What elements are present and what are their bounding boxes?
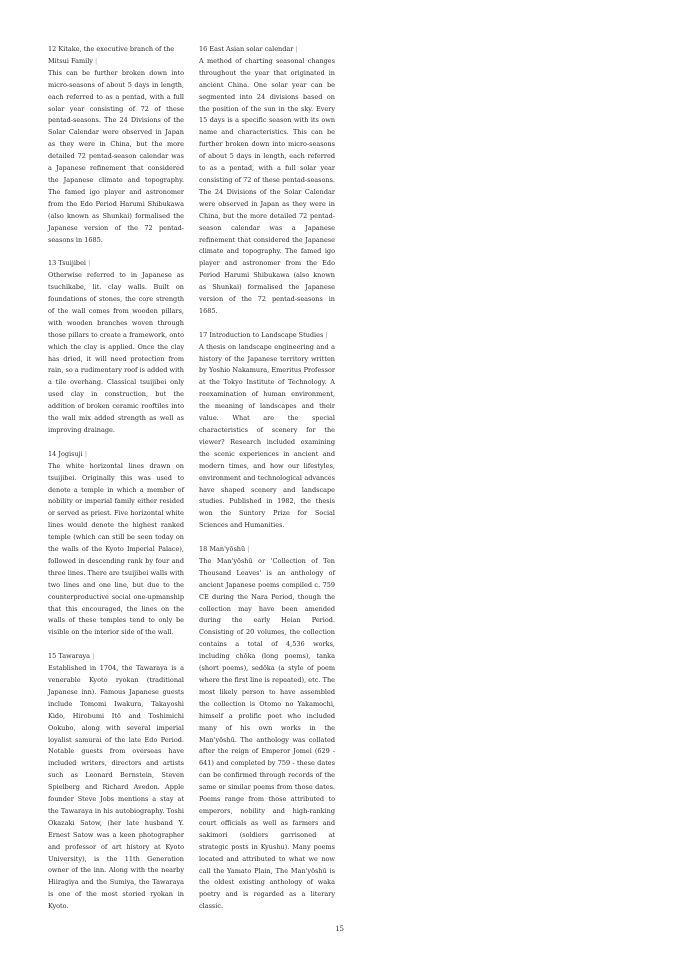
note-body: The white horizontal lines drawn on tsuijibei. Originally this was used to denote a temple in which a member of nobility or imperial family either resided or served as priest. Five horizontal white lines would denote the highest ranked temple (which can still be seen today on the walls of the Kyoto Imperial Palace), followed in descending rank by four and three lines. There are tsuijibei walls with two lines and one line, but due to the counterproductive social one-upmanship that this encouraged, the lines on the walls of these temples tend to only be visible on the interior side of the wall. (48, 461, 184, 637)
left-column (48, 44, 184, 925)
note-heading (48, 44, 184, 68)
note-title: Jogisuji (58, 449, 83, 458)
note-title: Kitake, the executive branch of the Mitsui Family (48, 45, 175, 65)
note-number: 18 (199, 545, 208, 554)
separator-bar: | (95, 56, 98, 65)
page-number: 15 (335, 923, 344, 933)
note-body: A method of charting seasonal changes throughout the year that originated in ancient China. One solar year can be segmented into 24 divisions based on the position of the sun in the sky. Every 15 days is a specific season with its own name and characteristics. This can be further broken down into micro-seasons of about 5 days in length, each referred to as a pentad, with a full solar year consisting of 72 of these pentad-seasons. The 24 Divisions of the Solar Calendar were observed in Japan as they were in China, but the more detailed 72 pentad-season calendar was a Japanese refinement that considered the Japanese climate and topography. The famed igo player and astronomer from the Edo Period Harumi Shibukawa (also known as Shunkai) formalised the Japanese version of the 72 pentad-seasons in 1685. (199, 56, 335, 315)
note-number: 13 (48, 259, 57, 268)
note-number: 12 (48, 45, 57, 53)
note-18 (199, 544, 335, 913)
note-title: Tawaraya (58, 652, 91, 661)
separator-bar: | (247, 545, 250, 554)
separator-bar: | (92, 652, 95, 661)
note-heading (199, 544, 335, 556)
note-number: 17 (199, 330, 208, 339)
separator-bar: | (295, 45, 298, 53)
note-number: 16 (199, 45, 208, 53)
note-body: This can be further broken down into micro-seasons of about 5 days in length, each referred to as a pentad, with a full solar year consisting of 72 of these pentad-seasons. The 24 Divisions of the Solar Calendar were observed in Japan as they were in China, but the more detailed 72 pentad-season calendar was a Japanese refinement that considered the Japanese climate and topography. The famed igo player and astronomer from the Edo Period Harumi Shibukawa (also known as Shunkai) formalised the Japanese version of the 72 pentad-seasons in 1685. (48, 68, 184, 244)
note-12 (48, 44, 184, 246)
separator-bar: | (88, 259, 91, 268)
separator-bar: | (325, 330, 328, 339)
note-title: Introduction to Landscape Studies (209, 330, 324, 339)
right-column (199, 44, 335, 925)
note-heading (48, 258, 184, 270)
note-title: Tsuijibei (58, 259, 87, 268)
note-title: Man'yōshū (209, 545, 246, 554)
note-14 (48, 449, 184, 640)
note-heading (199, 330, 335, 342)
note-17 (199, 330, 335, 532)
note-15 (48, 651, 184, 913)
separator-bar: | (84, 449, 88, 458)
note-number: 14 (48, 449, 57, 458)
note-heading (48, 449, 184, 461)
note-13 (48, 258, 184, 437)
note-title: East Asian solar calendar (209, 45, 294, 53)
note-16 (199, 44, 335, 318)
note-heading (199, 44, 335, 56)
note-body: A thesis on landscape engineering and a history of the Japanese territory written by Yoshio Nakamura, Emeritus Professor at the Tokyo Institute of Technology. A reexamination of human environment, the meaning of landscapes and their value. What are the special characteristics of scenery for the viewer? Research included examining the scenic experiences in ancient and modern times, and how our lifestyles, environment and technological advances have shaped scenery and landscape studies. Published in 1982, the thesis won the Suntory Prize for Social Sciences and Humanities. (199, 342, 335, 530)
note-body: Otherwise referred to in Japanese as tsuchikabe, lit. clay walls. Built on foundations of stones, the core strength of the wall comes from wooden pillars, with wooden branches woven through those pillars to create a framework, onto which the clay is applied. Once the clay has dried, it will need protection from rain, so a rudimentary roof is added with a tile overhang. Classical tsuijibei only used clay in construction, but the addition of broken ceramic rooftiles into the wall mix added strength as well as improving drainage. (48, 271, 184, 434)
note-body: The Man'yōshū or 'Collection of Ten Thousand Leaves' is an anthology of ancient Japanese poems compiled c. 759 CE during the Nara Period, though the collection may have been amended during the early Heian Period. Consisting of 20 volumes, the collection contains a total of 4,536 works, including chōka (long poems), tanka (short poems), sedōka (a style of poem where the first line is repeated), etc. The most likely person to have assembled the collection is Otomo no Yakamochi, himself a prolific poet who included many of his own works in the Man'yōshū. The anthology was collated after the reign of Emperor Jomei (629 - 641) and completed by 759 - these dates can be confirmed through records of the same or similar poems from those dates. Poems range from those attributed to emperors, nobility and high-ranking court officials as well as farmers and sakimori (soldiers garrisoned at strategic posts in Kyushu). Many poems located and attributed to what we now call the Yamato Plain, The Man'yōshū is the oldest existing anthology of waka poetry and is regarded as a literary classic. (199, 556, 335, 911)
note-body: Established in 1704, the Tawaraya is a venerable Kyoto ryokan (traditional Japanese inn). Famous Japanese guests include Tomomi Iwakura, Takayoshi Kido, Hirobumi Itō and Toshimichi Ookubo, along with several imperial loyalist samurai of the late Edo Period. Notable guests from overseas have included writers, directors and artists such as Leonard Bernstein, Steven Spielberg and Richard Avedon. Apple founder Steve Jobs mentions a stay at the Tawaraya in his autobiography. Toshi Okazaki Satow, (her late husband Y. Ernest Satow was a keen photographer and professor of art history at Kyoto University), is the 11th Generation owner of the inn. Along with the nearby Hiiragiya and the Sumiya, the Tawaraya is one of the most storied ryokan in Kyoto. (48, 664, 184, 911)
note-heading (48, 651, 184, 663)
note-number: 15 (48, 652, 57, 661)
